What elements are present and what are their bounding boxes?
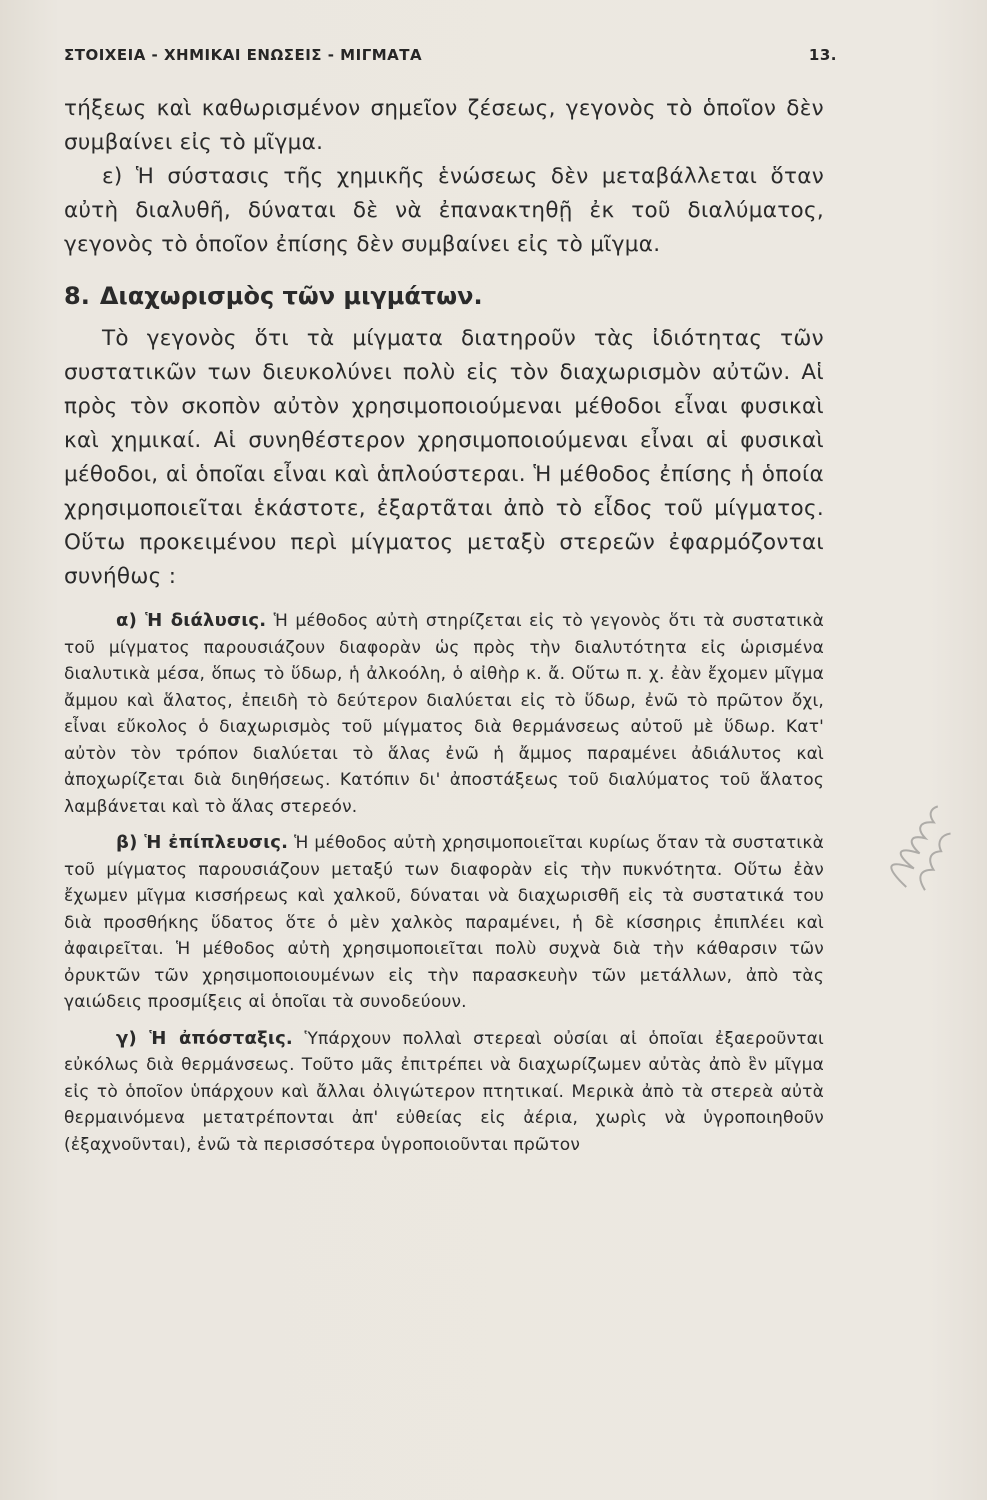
intro-paragraph-1: τήξεως καὶ καθωρισμένον σημεῖον ζέσεως, γεγονὸς τὸ ὁποῖον δὲν συμβαίνει εἰς τὸ μῖγμα. (64, 96, 824, 155)
method-heading: γ) Ἡ ἀπόσταξις. (116, 1027, 293, 1049)
page-number: 13. (808, 46, 837, 64)
handwriting-scribble (870, 791, 965, 899)
method-text: Ἡ μέθοδος αὐτὴ στηρίζεται εἰς τὸ γεγονὸς ὅτι τὰ συστατικὰ τοῦ μίγματος παρουσιάζουν διαφορὰν ὡς πρὸς τὴν διαλυτότητα εἰς ὡρισμένα διαλυτικὰ μέσα, ὅπως τὸ ὕδωρ, ἡ ἀλκοόλη, ὁ αἰθὴρ κ. ἄ. Οὕτω π. χ. ἐὰν ἔχομεν μῖγμα ἄμμου καὶ ἅλατος, ἐπειδὴ τὸ δεύτερον διαλύεται εἰς τὸ ὕδωρ, ἐνῶ τὸ πρῶτον ὄχι, εἶναι εὔκολος ὁ διαχωρισμὸς τοῦ μίγματος διὰ θερμάνσεως αὐτοῦ μὲ ὕδωρ. Κατ' αὐτὸν τὸν τρόπον διαλύεται τὸ ἅλας ἐνῶ ἡ ἄμμος παραμένει ἀδιάλυτος καὶ ἀποχωρίζεται διὰ διηθήσεως. Κατόπιν δι' ἀποστάξεως τοῦ διαλύματος τοῦ ἅλατος λαμβάνεται καὶ τὸ ἅλας στερεόν. (64, 611, 824, 817)
handwritten-margin-note (870, 791, 976, 904)
method-flotation (64, 830, 824, 1016)
page-header (64, 46, 837, 64)
method-heading: β) Ἡ ἐπίπλευσις. (116, 832, 289, 853)
section-title: Διαχωρισμὸς τῶν μιγμάτων. (99, 282, 483, 310)
method-dissolution (64, 608, 824, 820)
section-paragraph: Τὸ γεγονὸς ὅτι τὰ μίγματα διατηροῦν τὰς ἰδιότητας τῶν συστατικῶν των διευκολύνει πολὺ εἰς τὸν διαχωρισμὸν αὐτῶν. Αἱ πρὸς τὸν σκοπὸν αὐτὸν χρησιμοποιούμεναι μέθοδοι εἶναι φυσικαὶ καὶ χημικαί. Αἱ συνηθέστερον χρησιμοποιούμεναι εἶναι αἱ φυσικαὶ μέθοδοι, αἱ ὁποῖαι εἶναι καὶ ἁπλούστεραι. Ἡ μέθοδος ἐπίσης ἡ ὁποία χρησιμοποιεῖται ἑκάστοτε, ἐξαρτᾶται ἀπὸ τὸ εἶδος τοῦ μίγματος. Οὕτω προκειμένου περὶ μίγματος μεταξὺ στερεῶν ἐφαρμόζονται συνήθως : (64, 326, 824, 589)
method-text: Ὑπάρχουν πολλαὶ στερεαὶ οὐσίαι αἱ ὁποῖαι ἐξαεροῦνται εὐκόλως διὰ θερμάνσεως. Τοῦτο μᾶς ἐπιτρέπει νὰ διαχωρίζωμεν αὐτὰς ἀπὸ ἓν μῖγμα εἰς τὸ ὁποῖον ὑπάρχουν καὶ ἄλλαι ὀλιγώτερον πτητικαί. Μερικὰ ἀπὸ τὰ στερεὰ αὐτὰ θερμαινόμενα μετατρέπονται ἀπ' εὐθείας εἰς ἀέρια, χωρὶς νὰ ὑγροποιηθοῦν (ἐξαχνοῦνται), ἐνῶ τὰ περισσότερα ὑγροποιοῦνται πρῶτον (64, 1028, 825, 1155)
intro-paragraph-2: ε) Ἡ σύστασις τῆς χημικῆς ἑνώσεως δὲν μεταβάλλεται ὅταν αὐτὴ διαλυθῆ, δύναται δὲ νὰ ἐπανακτηθῇ ἐκ τοῦ διαλύματος, γεγονὸς τὸ ὁποῖον ἐπίσης δὲν συμβαίνει εἰς τὸ μῖγμα. (64, 164, 824, 257)
method-distillation (64, 1026, 824, 1159)
running-title: ΣΤΟΙΧΕΙΑ - ΧΗΜΙΚΑΙ ΕΝΩΣΕΙΣ - ΜΙΓΜΑΤΑ (64, 46, 423, 64)
method-heading: α) Ἡ διάλυσις. (116, 610, 267, 631)
section-heading (64, 282, 824, 310)
method-text: Ἡ μέθοδος αὐτὴ χρησιμοποιεῖται κυρίως ὅταν τὰ συστατικὰ τοῦ μίγματος παρουσιάζουν μεταξύ των διαφορὰν εἰς τὴν πυκνότητα. Οὕτω ἐὰν ἔχωμεν μῖγμα κισσήρεως καὶ χαλκοῦ, δύναται νὰ διαχωρισθῆ εἰς τὰ συστατικά του διὰ προσθήκης ὕδατος ὅτε ὁ μὲν χαλκὸς παραμένει, ἡ δὲ κίσσηρις ἐπιπλέει καὶ ἀφαιρεῖται. Ἡ μέθοδος αὐτὴ χρησιμοποιεῖται πολὺ συχνὰ διὰ τὴν κάθαρσιν τῶν ὀρυκτῶν τῶν χρησιμοποιουμένων εἰς τὴν παρασκευὴν τῶν μετάλλων, ἀπὸ τὰς γαιώδεις προσμίξεις αἱ ὁποῖαι τὰ συνοδεύουν. (64, 833, 825, 1012)
page-body (64, 92, 824, 1158)
section-number: 8. (64, 282, 90, 310)
